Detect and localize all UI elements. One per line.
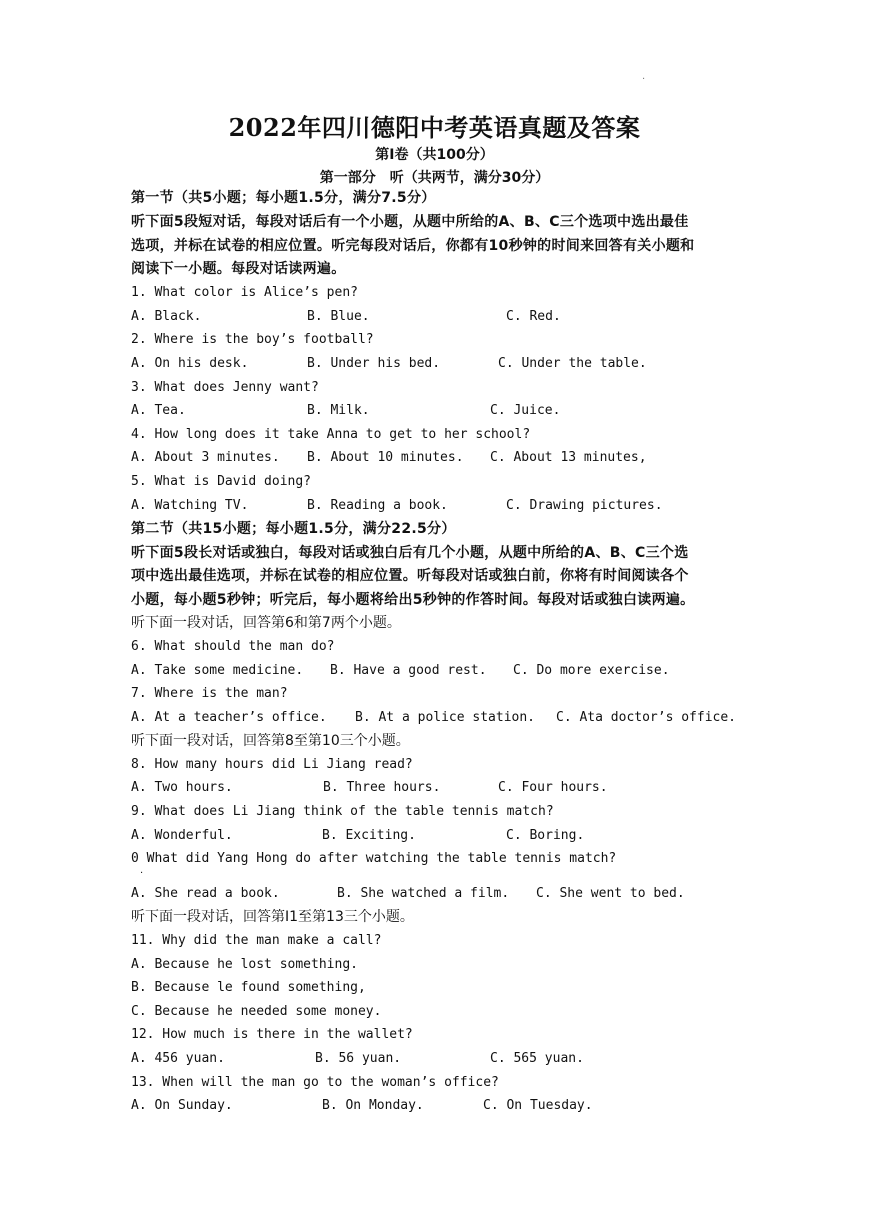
q10-option-c: C. She went to bed. bbox=[536, 886, 685, 901]
q3-option-a: A. Tea. bbox=[131, 403, 186, 418]
q5-option-a: A. Watching TV. bbox=[131, 498, 249, 513]
q8-option-b: B. Three hours. bbox=[323, 780, 441, 795]
q11-option-b: B. Because le found something, bbox=[131, 980, 366, 995]
section1-heading: 第一节（共5小题；每小题1.5分，满分7.5分） bbox=[131, 190, 436, 206]
question-1: 1. What color is Alice’s pen? bbox=[131, 285, 358, 300]
q6-option-b: B. Have a good rest. bbox=[330, 663, 487, 678]
stray-dot: · bbox=[642, 74, 646, 85]
q4-option-a: A. About 3 minutes. bbox=[131, 450, 280, 465]
q12-option-a: A. 456 yuan. bbox=[131, 1051, 225, 1066]
q10-option-a: A. She read a book. bbox=[131, 886, 280, 901]
q8-option-c: C. Four hours. bbox=[498, 780, 608, 795]
question-8: 8. How many hours did Li Jiang read? bbox=[131, 757, 413, 772]
stray-mark: · bbox=[140, 868, 144, 879]
section2-instruction-3: 小题，每小题5秒钟；听完后，每小题将给出5秒钟的作答时间。每段对话或独白读两遍。 bbox=[131, 592, 695, 608]
intro-q8-10: 听下面一段对话，回答第8至第10三个小题。 bbox=[131, 733, 410, 749]
q3-option-c: C. Juice. bbox=[490, 403, 561, 418]
q6-option-c: C. Do more exercise. bbox=[513, 663, 670, 678]
q4-option-b: B. About 10 minutes. bbox=[307, 450, 464, 465]
question-11: 11. Why did the man make a call? bbox=[131, 933, 382, 948]
question-6: 6. What should the man do? bbox=[131, 639, 335, 654]
section1-instruction-2: 选项，并标在试卷的相应位置。听完每段对话后，你都有10秒钟的时间来回答有关小题和 bbox=[131, 238, 695, 254]
q4-option-c: C. About 13 minutes, bbox=[490, 450, 647, 465]
q7-option-c: C. Ata doctor’s office. bbox=[556, 710, 737, 725]
q5-option-b: B. Reading a book. bbox=[307, 498, 448, 513]
q10-option-b: B. She watched a film. bbox=[337, 886, 510, 901]
q13-option-b: B. On Monday. bbox=[322, 1098, 424, 1113]
intro-q6-7: 听下面一段对话，回答第6和第7两个小题。 bbox=[131, 615, 401, 631]
section2-heading: 第二节（共15小题；每小题1.5分，满分22.5分） bbox=[131, 521, 456, 537]
question-7: 7. Where is the man? bbox=[131, 686, 288, 701]
q11-option-c: C. Because he needed some money. bbox=[131, 1004, 382, 1019]
q13-option-c: C. On Tuesday. bbox=[483, 1098, 593, 1113]
q9-option-a: A. Wonderful. bbox=[131, 828, 233, 843]
question-5: 5. What is David doing? bbox=[131, 474, 312, 489]
section1-instruction-3: 阅读下一小题。每段对话读两遍。 bbox=[131, 261, 346, 277]
section2-instruction-1: 听下面5段长对话或独白，每段对话或独白后有几个小题，从题中所给的A、B、C三个选 bbox=[131, 545, 689, 561]
question-3: 3. What does Jenny want? bbox=[131, 380, 319, 395]
q9-option-c: C. Boring. bbox=[506, 828, 585, 843]
q8-option-a: A. Two hours. bbox=[131, 780, 233, 795]
q1-option-c: C. Red. bbox=[506, 309, 561, 324]
page-title: 2022年四川德阳中考英语真题及答案 bbox=[228, 113, 641, 142]
q5-option-c: C. Drawing pictures. bbox=[506, 498, 663, 513]
q3-option-b: B. Milk. bbox=[307, 403, 370, 418]
q7-option-a: A. At a teacher’s office. bbox=[131, 710, 327, 725]
section1-instruction-1: 听下面5段短对话，每段对话后有一个小题，从题中所给的A、B、C三个选项中选出最佳 bbox=[131, 214, 689, 230]
q1-option-a: A. Black. bbox=[131, 309, 202, 324]
question-10: 0 What did Yang Hong do after watching the table tennis match? bbox=[131, 851, 617, 866]
question-12: 12. How much is there in the wallet? bbox=[131, 1027, 413, 1042]
q2-option-a: A. On his desk. bbox=[131, 356, 249, 371]
q2-option-c: C. Under the table. bbox=[498, 356, 647, 371]
question-9: 9. What does Li Jiang think of the table tennis match? bbox=[131, 804, 554, 819]
q7-option-b: B. At a police station. bbox=[355, 710, 536, 725]
section2-instruction-2: 项中选出最佳选项，并标在试卷的相应位置。听每段对话或独白前，你将有时间阅读各个 bbox=[131, 568, 689, 584]
part-heading: 第一部分 听（共两节，满分30分） bbox=[319, 170, 550, 186]
volume-heading: 第Ⅰ卷（共100分） bbox=[375, 147, 494, 163]
q1-option-b: B. Blue. bbox=[307, 309, 370, 324]
q2-option-b: B. Under his bed. bbox=[307, 356, 441, 371]
q11-option-a: A. Because he lost something. bbox=[131, 957, 358, 972]
intro-q11-13: 听下面一段对话，回答第I1至第13三个小题。 bbox=[131, 909, 414, 925]
q9-option-b: B. Exciting. bbox=[322, 828, 416, 843]
q12-option-b: B. 56 yuan. bbox=[315, 1051, 402, 1066]
q13-option-a: A. On Sunday. bbox=[131, 1098, 233, 1113]
q12-option-c: C. 565 yuan. bbox=[490, 1051, 584, 1066]
question-4: 4. How long does it take Anna to get to her school? bbox=[131, 427, 531, 442]
question-2: 2. Where is the boy’s football? bbox=[131, 332, 374, 347]
question-13: 13. When will the man go to the woman’s office? bbox=[131, 1075, 499, 1090]
q6-option-a: A. Take some medicine. bbox=[131, 663, 304, 678]
